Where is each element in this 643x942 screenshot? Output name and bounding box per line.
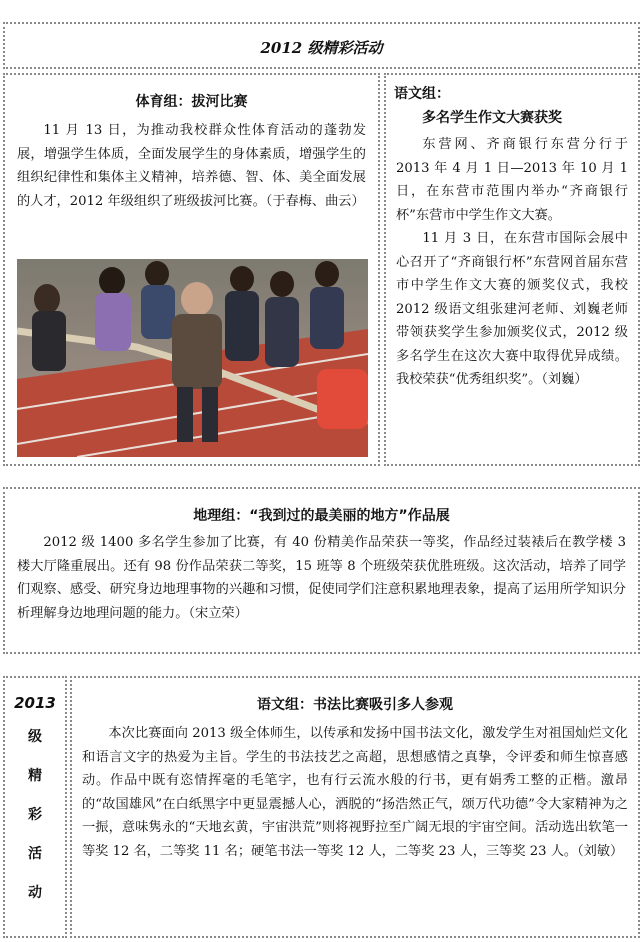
tug-of-war-illustration <box>17 259 368 457</box>
geography-body: 2012 级 1400 多名学生参加了比赛，有 40 份精美作品荣获一等奖，作品经过装裱后在教学楼 3 楼大厅隆重展出。还有 98 份作品荣获二等奖，15 班等 8 个班级荣获优胜班级。这次活动，培养了同学们观察、感受、研究身边地理事物的兴趣和习惯，促使同学们注意积累地理表象，提高了运用所学知识分析理解身边地理问题的能力。（宋立荣） <box>17 535 626 621</box>
chinese-heading-line1: 语文组： <box>394 86 450 102</box>
calligraphy-heading: 语文组：书法比赛吸引多人参观 <box>257 697 453 713</box>
sports-body: 11 月 13 日，为推动我校群众性体育活动的蓬勃发展，增强学生体质，全面发展学生的身体素质，增强学生的组织纪律性和集体主义精神，培养德、智、体、美全面发展的人才，2012 年级组织了班级拔河比赛。（于春梅、曲云） <box>17 123 366 209</box>
sports-section <box>3 73 380 466</box>
calligraphy-section <box>70 676 640 938</box>
sports-heading: 体育组：拔河比赛 <box>135 94 248 110</box>
tug-of-war-photo <box>17 259 368 457</box>
side-label-box <box>3 676 67 938</box>
chinese-para2: 11 月 3 日，在东营市国际会展中心召开了“齐商银行杯”东营网首届东营市中学生作文大赛的颁奖仪式，我校 2012 级语文组张建河老师、刘巍老师带领获奖学生参加颁奖仪式，2012 级多名学生在这次大赛中取得优异成绩。我校荣获“优秀组织奖”。（刘巍） <box>396 231 628 387</box>
banner-title: 2012 级精彩活动 <box>260 39 383 57</box>
banner-box <box>3 22 640 69</box>
side-label-char: 级 <box>28 729 42 745</box>
side-label-chars <box>5 726 65 902</box>
chinese-para1: 东营网、齐商银行东营分行于 2013 年 4 月 1 日—2013 年 10 月 1 日，在东营市范围内举办“齐商银行杯”东营市中学生作文大赛。 <box>396 137 628 223</box>
geography-heading: 地理组：“我到过的最美丽的地方”作品展 <box>193 508 450 524</box>
geography-section <box>3 487 640 654</box>
side-label-char: 精 <box>28 768 42 784</box>
chinese-essay-section <box>384 73 640 466</box>
chinese-heading-line2: 多名学生作文大赛获奖 <box>422 110 562 126</box>
side-label-year: 2013 <box>14 694 56 712</box>
side-label-char: 彩 <box>28 807 42 823</box>
calligraphy-body: 本次比赛面向 2013 级全体师生，以传承和发扬中国书法文化，激发学生对祖国灿烂文化和语言文字的热爱为主旨。学生的书法技艺之高超，思想感情之真挚，令评委和师生惊喜感动。作品中既有恣情挥毫的毛笔字，也有行云流水般的行书，更有娟秀工整的正楷。激昂的“故国雄风”在白纸黑字中更显震撼人心，洒脱的“扬浩然正气，颂万代功德”令大家精神为之一振，意味隽永的“天地玄黄，宇宙洪荒”则将视野拉至广阔无垠的宇宙空间。活动选出软笔一等奖 12 名，二等奖 11 名；硬笔书法一等奖 12 人，二等奖 23 人，三等奖 23 人。（刘敏） <box>82 726 628 859</box>
side-label-char: 动 <box>28 885 42 901</box>
side-label-char: 活 <box>28 846 42 862</box>
